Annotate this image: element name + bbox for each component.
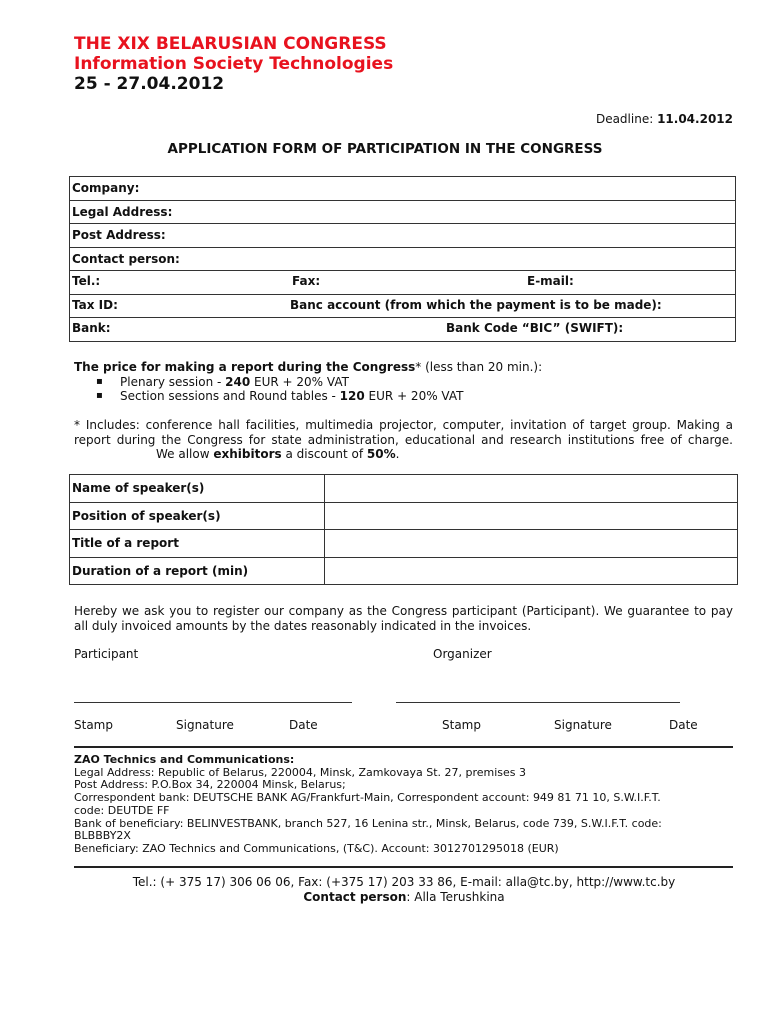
email-label: E-mail: — [527, 274, 574, 288]
speaker-name-label: Name of speaker(s) — [70, 475, 325, 503]
contact-person-field[interactable] — [70, 247, 736, 271]
company-form — [69, 176, 736, 342]
price-item-plenary-post: EUR + 20% VAT — [250, 374, 349, 389]
speaker-position-label: Position of speaker(s) — [70, 502, 325, 530]
company-field[interactable] — [70, 177, 736, 201]
bank-label: Bank: — [72, 321, 111, 335]
tax-id-label: Tax ID: — [72, 297, 118, 312]
discount-value: 50% — [366, 447, 396, 461]
participant-date-label: Date — [289, 718, 318, 732]
report-title-label: Title of a report — [70, 530, 325, 558]
report-title-field[interactable] — [325, 530, 738, 558]
organizer-correspondent-bank: Correspondent bank: DEUTSCHE BANK AG/Frankfurt-Main, Correspondent account: 949 81 71 10, S.W.I.F.T. — [74, 791, 661, 805]
organizer-signature-label: Signature — [554, 718, 612, 732]
participant-signature-label: Signature — [176, 718, 234, 732]
organizer-name: ZAO Technics and Communications: — [74, 753, 295, 766]
post-address-field[interactable] — [70, 224, 736, 248]
congress-dates: 25 - 27.04.2012 — [74, 74, 225, 94]
allow-post: . — [395, 447, 400, 461]
organizer-date-label: Date — [669, 718, 698, 732]
price-section — [74, 360, 734, 404]
company-label: Company: — [72, 181, 140, 196]
price-lead-rest: * (less than 20 min.): — [415, 360, 543, 374]
legal-address-label: Legal Address: — [72, 204, 173, 219]
participant-label: Participant — [74, 647, 139, 661]
tel-label: Tel.: — [72, 274, 101, 288]
contact-person-footer-label: Contact person — [303, 890, 407, 904]
price-item-section-post: EUR + 20% VAT — [364, 389, 464, 403]
participant-signature-line[interactable] — [74, 702, 352, 703]
legal-address-field[interactable] — [70, 200, 736, 224]
congress-title: THE XIX BELARUSIAN CONGRESS — [74, 34, 387, 54]
organizer-stamp-label: Stamp — [442, 718, 481, 732]
bank-row[interactable] — [70, 318, 736, 342]
price-lead-bold: The price for making a report during the Congress — [74, 360, 416, 374]
bank-code-label: Bank Code “BIC” (SWIFT): — [446, 321, 624, 335]
price-list — [74, 375, 734, 404]
speaker-form — [69, 474, 738, 585]
organizer-beneficiary: Beneficiary: ZAO Technics and Communications, (T&C). Account: 3012701295018 (EUR) — [74, 841, 559, 855]
divider-bottom — [74, 866, 733, 868]
contact-person-label: Contact person: — [72, 251, 180, 266]
footer-contacts: Tel.: (+ 375 17) 306 06 06, Fax: (+375 17) 203 33 86, E-mail: alla@tc.by, http://www.tc.by — [132, 875, 676, 889]
allow-exhibitors: exhibitors — [213, 447, 282, 461]
includes-text: * Includes: conference hall facilities, multimedia projector, computer, invitation of target group. Making a report during the Congress for state administration, educational and research institutions free of charge. — [74, 418, 733, 447]
report-duration-label: Duration of a report (min) — [70, 557, 325, 585]
congress-subtitle: Information Society Technologies — [74, 54, 394, 74]
divider-top — [74, 746, 733, 748]
price-lead — [74, 360, 734, 375]
organizer-beneficiary-bank: Bank of beneficiary: BELINVESTBANK, branch 527, 16 Lenina str., Minsk, Belarus, code 739, S.W.I.F.T. code: — [74, 816, 662, 830]
deadline-label: Deadline: — [595, 112, 654, 126]
deadline-value: 11.04.2012 — [657, 112, 733, 126]
bank-account-label: Banc account (from which the payment is to be made): — [290, 297, 662, 312]
speaker-position-field[interactable] — [325, 502, 738, 530]
price-item-plenary-pre: Plenary session - — [120, 374, 226, 389]
organizer-label: Organizer — [433, 647, 492, 661]
post-address-label: Post Address: — [72, 228, 166, 243]
footer — [0, 875, 770, 905]
speaker-name-field[interactable] — [325, 475, 738, 503]
organizer-info — [74, 754, 734, 856]
includes-note — [74, 418, 733, 462]
report-duration-field[interactable] — [325, 557, 738, 585]
guarantee-text: Hereby we ask you to register our company as the Congress participant (Participant). We guarantee to pay all duly invoiced amounts by the dates reasonably indicated in the invoices. — [74, 604, 733, 633]
organizer-legal-address: Legal Address: Republic of Belarus, 220004, Minsk, Zamkovaya St. 27, premises 3 — [74, 765, 527, 779]
allow-mid: a discount of — [281, 447, 367, 461]
fax-label: Fax: — [292, 274, 321, 288]
price-item-section — [74, 389, 734, 404]
tel-fax-email-row[interactable] — [70, 271, 736, 295]
participant-stamp-label: Stamp — [74, 718, 113, 732]
price-item-plenary — [74, 375, 734, 390]
form-title: APPLICATION FORM OF PARTICIPATION IN THE CONGRESS — [167, 141, 603, 157]
allow-pre: We allow — [156, 447, 214, 461]
organizer-beneficiary-code: BLBBBY2X — [74, 829, 131, 843]
footer-contact-person — [0, 890, 770, 905]
contact-person-name: : Alla Terushkina — [406, 890, 505, 904]
price-item-section-amount: 120 — [339, 389, 365, 403]
organizer-signature-line[interactable] — [396, 702, 680, 703]
price-item-plenary-amount: 240 — [225, 374, 251, 389]
organizer-post-address: Post Address: P.O.Box 34, 220004 Minsk, Belarus; — [74, 778, 346, 792]
tax-bank-account-row[interactable] — [70, 294, 736, 318]
deadline — [400, 112, 733, 126]
organizer-correspondent-code: code: DEUTDE FF — [74, 803, 170, 817]
price-item-section-pre: Section sessions and Round tables - — [120, 389, 340, 403]
